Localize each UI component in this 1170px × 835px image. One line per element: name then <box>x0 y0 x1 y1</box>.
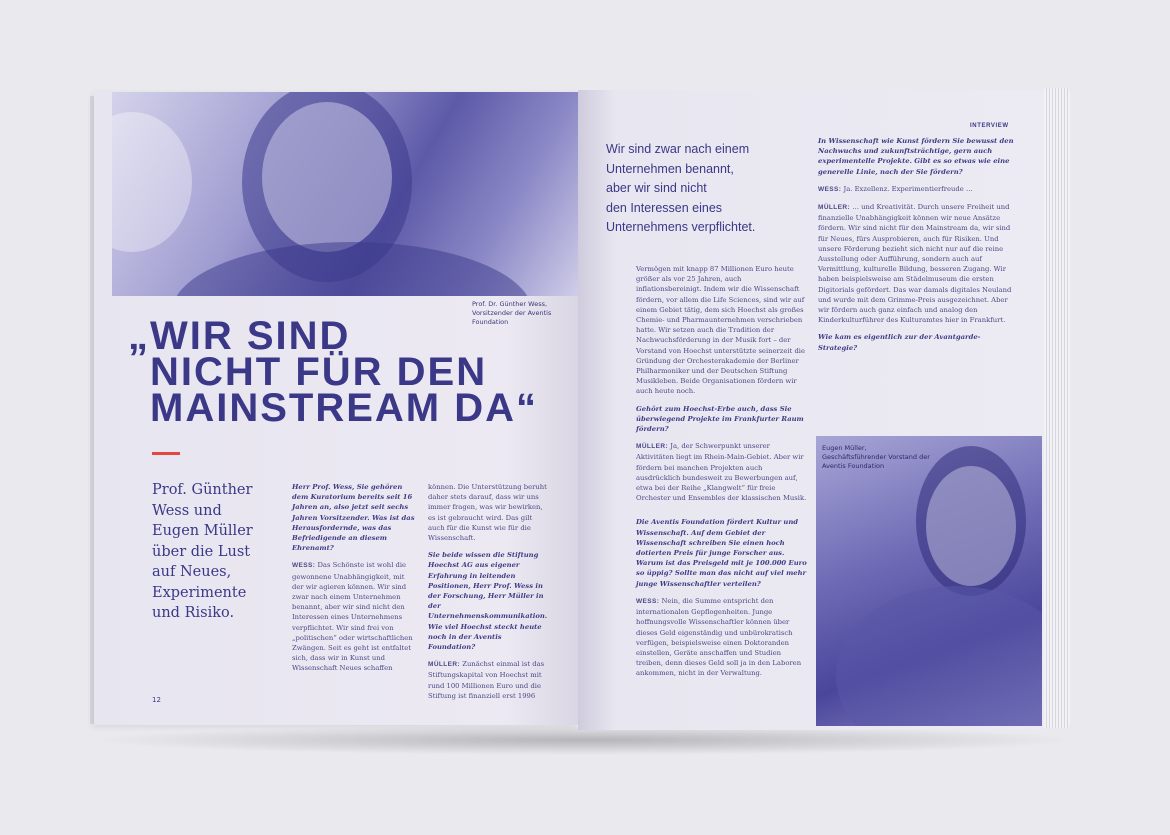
question-paragraph: Die Aventis Foundation fördert Kultur und Wissenschaft. Auf dem Gebiet der Wissenschaft schreiben Sie einen hoch dotierten Preis für junge Forscher aus. Warum ist das Preisgeld mit je 100.000 Euro so üppig? Sollte man das nicht auf viel mehr junge Wissenschaftler verteilen? <box>636 518 807 588</box>
answer-paragraph <box>428 659 550 701</box>
headline-line-2: NICHT FÜR DEN <box>150 350 488 394</box>
pull-quote-line-3: aber wir sind nicht <box>606 181 707 195</box>
page-block-edge <box>1044 88 1070 728</box>
page-number: 12 <box>152 696 161 704</box>
pull-quote-line-1: Wir sind zwar nach einem <box>606 142 750 156</box>
pull-quote <box>606 140 796 238</box>
portrait-photo-wess <box>112 92 578 296</box>
photo-light-shape <box>112 112 192 252</box>
headline-line-3: MAINSTREAM DA“ <box>150 386 538 430</box>
portrait-photo-mueller <box>816 436 1042 726</box>
answer-paragraph <box>636 596 808 679</box>
answer-paragraph <box>636 441 808 503</box>
answer-text: Zunächst einmal ist das Stiftungskapital von Hoechst mit rund 100 Millionen Euro und die Stiftung ist finanziell erst 1996 <box>428 660 545 700</box>
body-paragraph: Vermögen mit knapp 87 Millionen Euro heute größer als vor 25 Jahren, auch inflationsbereinigt. Indem wir die Wissenschaft fördern, vor allem die Life Sciences, sind wir auf einem Gebiet tätig, dem sich Hoechst als großes Chemie- und Pharmaunternehmen verschrieben hatte. Wir setzen auch die Tradition der Nachwuchsförderung in der Musik fort – der Vorstand von Hoechst unterstützte seinerzeit die Gründung der Orchesterakademie der Berliner Philharmoniker und der Deutschen Stiftung Musikleben. Beide Organisationen fördern wir auch heute noch. <box>636 265 805 396</box>
left-page <box>94 92 578 725</box>
photo-face-shape <box>262 102 392 252</box>
speaker-label: WESS: <box>818 185 842 193</box>
pull-quote-line-5: Unternehmens verpflichtet. <box>606 220 756 234</box>
answer-text: Ja, der Schwerpunkt unserer Aktivitäten liegt im Rhein-Main-Gebiet. Aber wir fördern bei manchen Projekten auch ausdrücklich bundesweit zu Bewerbungen auf, etwa bei der Reihe „Klangwelt“ für freie Orchester und Ensembles der klassischen Musik. <box>636 442 807 503</box>
answer-paragraph <box>292 560 416 673</box>
headline-line-1: „WIR SIND <box>128 314 351 358</box>
question-paragraph: Gehört zum Hoechst-Erbe auch, dass Sie überwiegend Projekte im Frankfurter Raum fördern? <box>636 404 804 434</box>
photo-face-shape <box>926 466 1016 586</box>
answer-text: Ja. Exzellenz. Experimentierfreude … <box>843 184 973 193</box>
answer-text: Das Schönste ist wohl die gewonnene Unabhängigkeit, mit der wir agieren können. Wir sind zwar nach einem Unternehmen benannt, aber wir sind nicht den Interessen eines Unternehmens verpflichtet. Wir sind frei von „politischen“ oder wirtschaftlichen Zwängen. Seit es geht ist entfaltet sich, dass wir in Kunst und Wissenschaft Neues schaffen <box>292 561 413 673</box>
pull-quote-line-2: Unternehmen benannt, <box>606 161 734 176</box>
photo-body-shape <box>172 242 532 296</box>
question-paragraph: Herr Prof. Wess, Sie gehören dem Kuratorium bereits seit 16 Jahren an, also jetzt seit sechs Jahren Vorsitzender. Was ist das Herausfordernde, was das Befriedigende an diesem Ehrenamt? <box>292 483 415 553</box>
lead-text: Prof. Günther Wess und Eugen Müller über die Lust auf Neues, Experimente und Risiko. <box>152 482 253 621</box>
speaker-label: MÜLLER: <box>428 661 461 669</box>
question-paragraph: Sie beide wissen die Stiftung Hoechst AG aus eigener Erfahrung in leitenden Positionen, Herr Prof. Wess in der Forschung, Herr Müller in der Unternehmenskommunikation. Wie viel Hoechst steckt heute noch in der Aventis Foundation? <box>428 551 548 652</box>
photo-caption-wess: Prof. Dr. Günther Wess, Vorsitzender der Aventis Foundation <box>472 300 552 326</box>
answer-paragraph <box>818 202 1018 325</box>
photo-caption-mueller: Eugen Müller, Geschäftsführender Vorstand der Aventis Foundation <box>822 444 930 470</box>
right-page <box>578 90 1046 730</box>
red-accent-rule <box>152 452 180 455</box>
answer-text: … und Kreativität. Durch unsere Freiheit und finanzielle Unabhängigkeit können wir neue Ansätze fördern. Wir sind nicht für den Mainstream da, wir sind für Neues, fürs Ausprobieren, auch für Risiken. Und unsere Förderung bezieht sich nicht nur auf die reine Ausstellung oder Aufführung, sondern auch auf Vermittlung, kulturelle Bildung, besseren Zugang. Wir haben beispielsweise am Städelmuseum die ersten Digitorials gefördert. Das war damals digitales Neuland und wurde mit dem Grimme-Preis ausgezeichnet. Aber wir fördern auch ganz einfach und analog den Kinderkulturführer des Kulturamtes hier in Frankfurt. <box>818 203 1012 325</box>
answer-paragraph <box>818 184 1018 195</box>
section-label: INTERVIEW <box>970 123 1009 129</box>
question-paragraph: Wie kam es eigentlich zur der Avantgarde-Strategie? <box>818 333 981 352</box>
pull-quote-line-4: den Interessen eines <box>606 200 723 215</box>
answer-text: Nein, die Summe entspricht den internationalen Gepflogenheiten. Junge hoffnungsvolle Wissenschaftler können über dieses Geld eigenständig und unbürokratisch verfügen, beispielsweise einen Doktoranden einstellen, Geräte anschaffen und Studien treiben, denn dieses Geld soll ja in den Laboren ankommen, nicht in der Verwaltung. <box>636 596 802 678</box>
left-column-1 <box>292 482 416 681</box>
speaker-label: WESS: <box>292 562 316 570</box>
right-column-2 <box>818 136 1018 360</box>
headline <box>128 314 568 430</box>
speaker-label: MÜLLER: <box>636 443 669 451</box>
right-column-1 <box>636 264 808 686</box>
question-paragraph: In Wissenschaft wie Kunst fördern Sie bewusst den Nachwuchs und zukunftsträchtige, gern auch experimentelle Projekte. Gibt es so etwas wie eine generelle Linie, nach der Sie fördern? <box>818 137 1014 176</box>
speaker-label: MÜLLER: <box>818 204 851 212</box>
photo-body-shape <box>836 586 1042 726</box>
speaker-label: WESS: <box>636 597 660 605</box>
left-column-2 <box>428 482 550 708</box>
body-paragraph: können. Die Unterstützung beruht daher stets darauf, dass wir uns immer fragen, was wir bewirken, es ist gebraucht wird. Das gilt auch für die Kunst wie für die Wissenschaft. <box>428 483 547 543</box>
